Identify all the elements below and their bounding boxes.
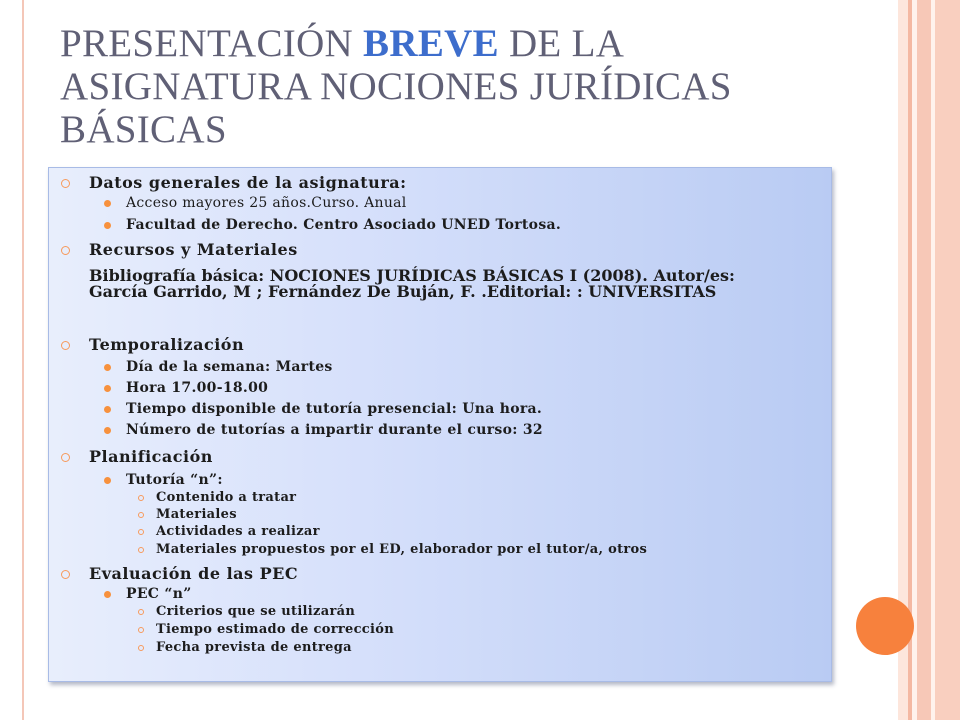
section-heading-datos: Datos generales de la asignatura: [89, 173, 407, 192]
bullet-level2-icon [104, 591, 111, 598]
tutoria-label: Tutoría “n”: [126, 472, 223, 488]
sub-list-item: Actividades a realizar [156, 524, 320, 539]
title-prefix: PRESENTACIÓN [60, 22, 364, 65]
bullet-level1-icon [61, 341, 70, 350]
bullet-level1-icon [61, 246, 70, 255]
title-line2: ASIGNATURA NOCIONES JURÍDICAS [60, 65, 732, 108]
bullet-level1-icon [61, 570, 70, 579]
sub-list-item: Contenido a tratar [156, 490, 297, 505]
title-line3: BÁSICAS [60, 108, 227, 151]
section-heading-recursos: Recursos y Materiales [89, 240, 298, 259]
bullet-level2-icon [104, 385, 111, 392]
bullet-level2-icon [104, 222, 111, 229]
list-item: Tiempo disponible de tutoría presencial: Una hora. [126, 401, 543, 417]
bullet-level2-icon [104, 406, 111, 413]
bibliografia-text-line2: García Garrido, M ; Fernández De Buján, F. .Editorial: : UNIVERSITAS [89, 282, 717, 301]
bullet-level3-icon [138, 529, 144, 535]
bullet-level2-icon [104, 200, 111, 207]
list-item: Facultad de Derecho. Centro Asociado UNED Tortosa. [126, 217, 562, 233]
slide-title [60, 22, 820, 151]
bullet-level3-icon [138, 495, 144, 501]
bullet-level3-icon [138, 609, 144, 615]
bullet-level2-icon [104, 364, 111, 371]
orange-circle-decoration [856, 597, 914, 655]
list-item: Número de tutorías a impartir durante el curso: 32 [126, 422, 543, 438]
bullet-level3-icon [138, 645, 144, 651]
sub-list-item: Tiempo estimado de corrección [156, 622, 394, 637]
list-item: Hora 17.00-18.00 [126, 380, 269, 396]
content-box [48, 167, 832, 682]
bullet-level1-icon [61, 453, 70, 462]
sub-list-item: Materiales propuestos por el ED, elaborador por el tutor/a, otros [156, 542, 648, 557]
section-heading-planificacion: Planificación [89, 447, 213, 466]
sub-list-item: Fecha prevista de entrega [156, 640, 352, 655]
bullet-level3-icon [138, 627, 144, 633]
list-item: Día de la semana: Martes [126, 359, 333, 375]
bullet-level2-icon [104, 427, 111, 434]
bibliografia-text-line1: Bibliografía básica: NOCIONES JURÍDICAS BÁSICAS I (2008). Autor/es: [89, 266, 735, 285]
bullet-level1-icon [61, 179, 70, 188]
sub-list-item: Criterios que se utilizarán [156, 604, 356, 619]
section-heading-evaluacion: Evaluación de las PEC [89, 564, 299, 583]
list-item: Acceso mayores 25 años.Curso. Anual [126, 195, 407, 211]
section-heading-temporalizacion: Temporalización [89, 335, 245, 354]
bullet-level3-icon [138, 547, 144, 553]
left-accent-line [22, 0, 24, 720]
bullet-level3-icon [138, 512, 144, 518]
sub-list-item: Materiales [156, 507, 237, 522]
title-line1-suffix: DE LA [498, 22, 625, 65]
bullet-level2-icon [104, 477, 111, 484]
pec-label: PEC “n” [126, 586, 192, 602]
title-emphasis: BREVE [363, 22, 499, 65]
